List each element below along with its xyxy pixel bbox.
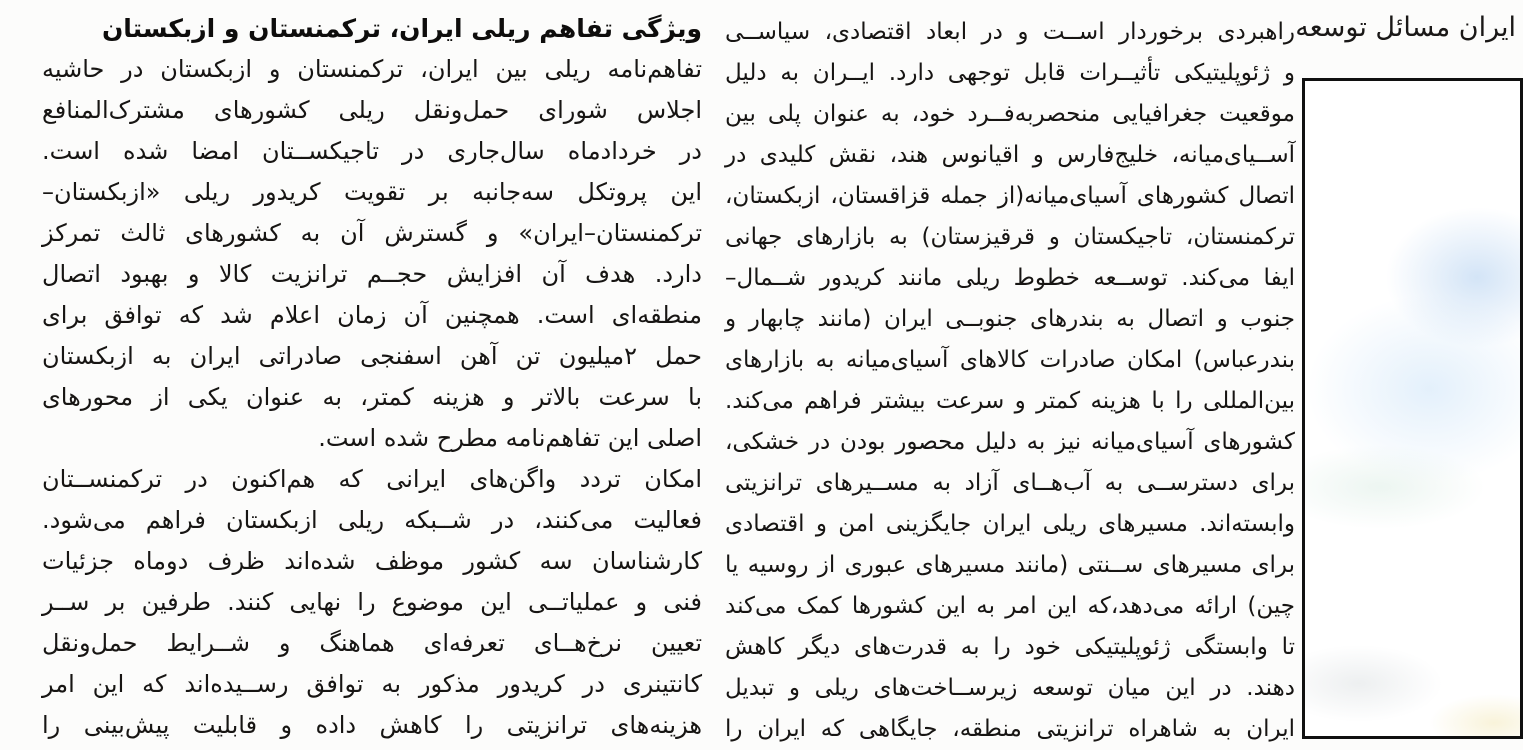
text-line: وابسته‌اند. مسیرهای ریلی ایران جایگزینی امن و اقتصادی xyxy=(725,511,1295,537)
text-line: جنوب و اتصال به بندرهای جنوبــی ایران (مانند چابهار و xyxy=(725,306,1295,332)
text-line: موقعیت جغرافیایی منحصربه‌فــرد خود، به عنوان پلی بین xyxy=(725,101,1295,127)
text-line: دهند. در این میان توسعه زیرســاخت‌های ریلی و تبدیل xyxy=(725,675,1295,701)
text-line: فعالیت می‌کنند، در شــبکه ریلی ازبکستان فراهم می‌شود. xyxy=(42,506,702,534)
text-line: چین) ارائه می‌دهد،که این امر به این کشورها کمک می‌کند xyxy=(725,593,1295,619)
right-text-column xyxy=(725,12,1295,742)
text-line: ترکمنستان، تاجیکستان و قرقیزستان) به بازارهای جهانی xyxy=(725,224,1295,250)
text-line: در خردادماه سال‌جاری در تاجیکســتان امضا شده است. xyxy=(42,137,702,165)
right-column-lines xyxy=(725,12,1295,750)
text-line: بندرعباس) امکان صادرات کالاهای آسیای‌میانه به بازارهای xyxy=(725,347,1295,373)
text-line: تفاهم‌نامه ریلی بین ایران، ترکمنستان و ازبکستان در حاشیه xyxy=(42,55,702,83)
text-line: ترکمنستان–ایران» و گسترش آن به کشورهای ثالث تمرکز xyxy=(42,219,702,247)
text-line: ایران به شاهراه ترانزیتی منطقه، جایگاهی که ایران را xyxy=(725,716,1295,742)
left-column-lines xyxy=(42,49,702,746)
text-line: تعیین نرخ‌هــای تعرفه‌ای هماهنگ و شــرایط حمل‌ونقل xyxy=(42,629,702,657)
text-line: اصلی این تفاهم‌نامه مطرح شده است. xyxy=(318,424,702,452)
text-line: کشورهای آسیای‌میانه نیز به دلیل محصور بودن در خشکی، xyxy=(725,429,1295,455)
text-line: برای مسیرهای ســنتی (مانند مسیرهای عبوری از روسیه یا xyxy=(725,552,1295,578)
text-line: این پروتکل سه‌جانبه بر تقویت کریدور ریلی «ازبکستان– xyxy=(42,178,702,206)
article-subheadline: ویژگی تفاهم ریلی ایران، ترکمنستان و ازبکستان xyxy=(101,14,702,43)
text-line: اجلاس شورای حمل‌ونقل ریلی کشورهای مشترک‌المنافع xyxy=(42,96,702,124)
text-line: منطقه‌ای است. همچنین آن زمان اعلام شد که توافق برای xyxy=(42,301,702,329)
text-line: فنی و عملیاتــی این موضوع را نهایی کنند. طرفین بر ســر xyxy=(42,588,702,616)
left-text-column xyxy=(42,8,703,739)
text-line: ایفا می‌کند. توســعه خطوط ریلی مانند کریدور شــمال– xyxy=(725,265,1295,291)
text-line: هزینه‌های ترانزیتی را کاهش داده و قابلیت پیش‌بینی را xyxy=(42,711,702,739)
text-line: تا وابستگی ژئوپلیتیکی خود را به قدرت‌های دیگر کاهش xyxy=(725,634,1295,660)
text-line: کارشناسان سه کشور موظف شده‌اند ظرف دوماه جزئیات xyxy=(42,547,702,575)
text-line: راهبردی برخوردار اســت و در ابعاد اقتصادی، سیاســی xyxy=(725,19,1295,45)
text-line: با سرعت بالاتر و هزینه کمتر، به عنوان یکی از محورهای xyxy=(42,383,702,411)
cropped-corner-text: ایران مسائل توسعه xyxy=(1295,12,1516,43)
text-line: برای دسترســی به آب‌هــای آزاد به مســیرهای ترانزیتی xyxy=(725,470,1295,496)
article-photo xyxy=(1302,78,1523,739)
text-line: دارد. هدف آن افزایش حجــم ترانزیت کالا و بهبود اتصال xyxy=(42,260,702,288)
text-line: آســیای‌میانه، خلیج‌فارس و اقیانوس هند، نقش کلیدی در xyxy=(725,142,1295,168)
text-line: امکان تردد واگن‌های ایرانی که هم‌اکنون در ترکمنســتان xyxy=(42,465,702,493)
text-line: کانتینری در کریدور مذکور به توافق رســیده‌اند که این امر xyxy=(42,670,702,698)
text-line: اتصال کشورهای آسیای‌میانه(از جمله قزاقستان، ازبکستان، xyxy=(725,183,1295,209)
text-line: حمل ۲میلیون تن آهن اسفنجی صادراتی ایران به ازبکستان xyxy=(42,342,703,370)
text-line: بین‌المللی را با هزینه کمتر و سرعت بیشتر فراهم می‌کند. xyxy=(725,388,1295,414)
text-line: و ژئوپلیتیکی تأثیــرات قابل توجهی دارد. ایــران به دلیل xyxy=(725,60,1295,86)
